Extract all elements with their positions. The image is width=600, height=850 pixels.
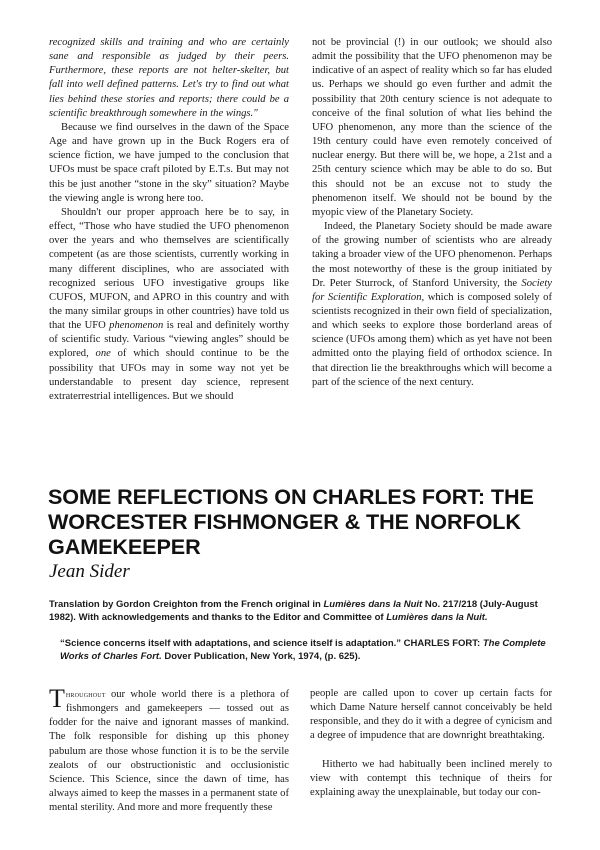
emphasis: Lumières dans la Nuit	[323, 599, 423, 610]
body-paragraph: not be provincial (!) in our outlook; we should also admit the possibility that the UFO phenomenon may be indicative of an aspect of reality which so far has eluded us. Perhaps we should go even further and admit the possibility that 20th century science is not adequate to conceive of the final solution of what lies behind the UFO phenomenon, any more than the science of the 19th century could have even remotely conceived of nuclear energy. But there will be, we hope, a 21st and a 25th century science which may be able to do so. But this should not be an excuse not to study the phenomenon itself. We should not be bound by the myopic view of the Planetary Society.	[312, 37, 552, 218]
text-run: Dover Publication, New York, 1974, (p. 625).	[161, 651, 361, 662]
emphasis: Society for Scientific Exploration,	[312, 277, 552, 303]
epigraph	[60, 637, 555, 663]
emphasis: phenomenon	[109, 320, 164, 332]
body-paragraph: people are called upon to cover up certain facts for which Dame Nature herself cannot conceivably be held responsible, and they do it with a degree of cynicism and a degree of impudence that are downright breathtaking.	[310, 688, 552, 742]
translation-note	[49, 598, 555, 624]
text-run: No. 217/218 (July-August 1982). With acknowledgements and thanks to the Editor and Committee of	[49, 599, 538, 623]
body-paragraph: Hitherto we had habitually been inclined merely to view with contempt this technique of theirs for explaining away the unexplainable, but today our con-	[310, 758, 552, 798]
text-run: of which should continue to be the possibility that UFOs may in some way not yet be understandable to present day science, represent extraterrestrial intelligences. But we should	[49, 348, 289, 402]
emphasis: The Complete Works of Charles Fort.	[60, 638, 546, 662]
top-right-column	[312, 36, 552, 390]
drop-cap: T	[49, 684, 65, 713]
text-run: Indeed, the Planetary Society should be made aware of the growing number of scientists who are already taking a broader view of the UFO phenomenon. Perhaps the most noteworthy of these is the group initiated by Dr. Peter Sturrock, of Stanford University, the	[312, 221, 552, 289]
text-run: which is composed solely of scientists recognized in their own field of specialization, and which seeks to explore those borderland areas of science (UFOs among them) which as yet have not been admitted onto the playing field of orthodox science. In that direction lie the breakthroughs which will become a part of the science of the next century.	[312, 291, 552, 388]
top-left-column	[49, 36, 289, 404]
emphasis: Lumières dans la Nuit.	[386, 612, 488, 623]
text-run: our whole world there is a plethora of fishmongers and gamekeepers — tossed out as fodder for the naive and ignorant masses of mankind. The folk responsible for dishing up this phoney pabulum are those whose function it is to be the servile zealots of our obstructionistic and occlusionistic Science. This Science, since the dawn of time, has always aimed to keep the masses in a permanent state of mental sterility. And more and more frequently these	[49, 689, 289, 814]
text-run: Translation by Gordon Creighton from the French original in	[49, 599, 324, 610]
text-run: is real and definitely worthy of scientific study. Various “viewing angles” should be explored,	[49, 320, 289, 360]
article-author: Jean Sider	[49, 561, 130, 582]
small-caps-lead: hroughout	[65, 689, 106, 699]
article-title: SOME REFLECTIONS ON CHARLES FORT: THE WORCESTER FISHMONGER & THE NORFOLK GAMEKEEPER	[48, 484, 534, 559]
text-run: Shouldn't our proper approach here be to say, in effect, “Those who have studied the UFO phenomenon over the years and who themselves are scientifically competent (as are those scientists, currently working in many different disciplines, who are associated with recognized serious UFO investigative groups like CUFOS, MUFON, and APRO in this country and with the many similar groups in other countries) have told us that the UFO	[49, 206, 289, 332]
text-run: “Science concerns itself with adaptations, and science itself is adaptation.” CHARLES FORT:	[60, 638, 483, 649]
article-right-column	[310, 687, 552, 800]
italic-quote-paragraph: recognized skills and training and who are certainly sane and responsible as judged by their peers. Furthermore, these reports are not helter-skelter, but fall into well defined patterns. Let's try to find out what lies behind these stories and reports; there could be a scientific breakthrough somewhere in the wings."	[49, 37, 289, 119]
body-paragraph	[49, 684, 289, 815]
body-paragraph	[312, 220, 552, 390]
article-left-column	[49, 684, 289, 815]
paragraph-gap	[310, 744, 552, 758]
body-paragraph: Because we find ourselves in the dawn of the Space Age and have grown up in the Buck Rogers era of science fiction, we have jumped to the conclusion that UFOs must be space craft piloted by E.T.s. But may not this be just another “stone in the sky” situation? Maybe the viewing angle is wrong here too.	[49, 121, 289, 204]
body-paragraph	[49, 206, 289, 404]
emphasis: one	[95, 348, 111, 360]
